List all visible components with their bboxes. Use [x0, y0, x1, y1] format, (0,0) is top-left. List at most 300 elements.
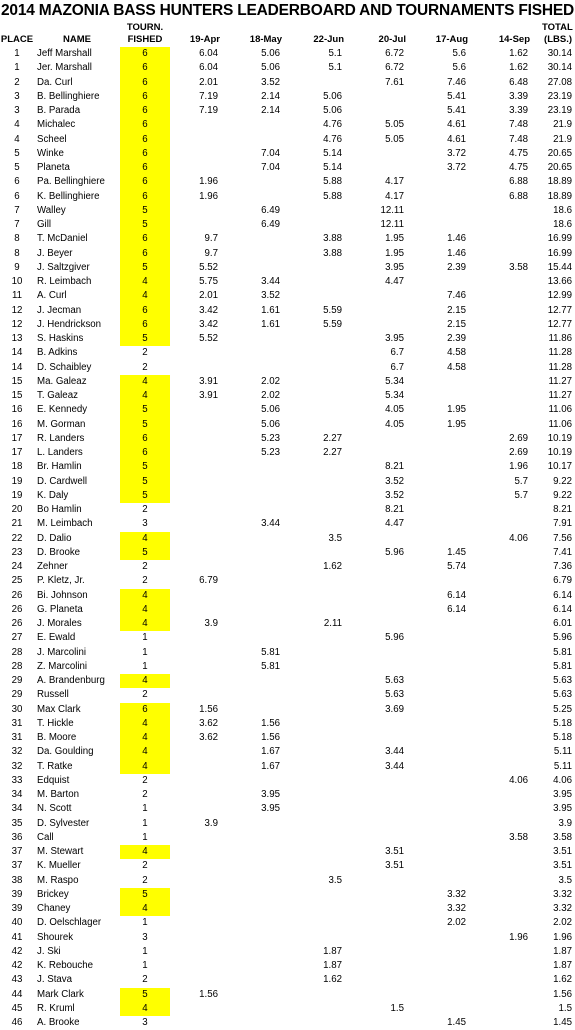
place-cell: 28: [11, 660, 23, 672]
weight-cell: [356, 432, 418, 446]
weight-cell: [356, 617, 418, 631]
tournaments-fished-cell: 1: [142, 646, 148, 658]
place-cell: 34: [11, 789, 23, 800]
table-row: [0, 674, 575, 688]
weight-cell: [480, 973, 542, 987]
tournaments-fished-cell: 1: [142, 831, 148, 843]
weight-cell: [418, 204, 480, 218]
tournaments-fished-cell: 1: [142, 817, 148, 829]
weight-cell: 5.34: [385, 390, 404, 401]
weight-cell: [170, 204, 232, 218]
name-cell: D. Brooke: [37, 546, 81, 558]
weight-cell: 4.47: [385, 276, 404, 287]
name-cell: D. Sylvester: [37, 817, 90, 829]
name-cell: M. Barton: [37, 789, 79, 800]
weight-cell: 1.56: [199, 703, 218, 715]
total-cell: 6.14: [553, 589, 572, 601]
weight-cell: 2.01: [199, 76, 218, 88]
weight-cell: [232, 916, 294, 930]
weight-cell: [418, 517, 480, 531]
weight-cell: [418, 745, 480, 759]
name-cell: Max Clark: [37, 703, 81, 715]
weight-cell: [480, 874, 542, 888]
weight-cell: [294, 817, 356, 831]
table-row: [0, 261, 575, 275]
total-cell: 21.9: [553, 119, 572, 131]
weight-cell: 1.96: [509, 461, 528, 473]
table-row: [0, 817, 575, 831]
weight-cell: 9.7: [204, 233, 218, 245]
place-cell: 24: [11, 561, 23, 572]
weight-cell: 1.87: [323, 960, 342, 971]
place-cell: 16: [11, 418, 23, 430]
weight-cell: [480, 802, 542, 816]
tournaments-fished-cell: 2: [142, 575, 148, 587]
weight-cell: [294, 460, 356, 474]
name-cell: E. Ewald: [37, 632, 76, 644]
weight-cell: 1.67: [261, 746, 280, 758]
weight-cell: 6.04: [199, 62, 218, 74]
weight-cell: [170, 902, 232, 916]
weight-cell: [294, 603, 356, 617]
table-row: [0, 175, 575, 189]
weight-cell: [418, 475, 480, 489]
weight-cell: 6.7: [390, 361, 404, 373]
total-cell: 21.9: [553, 133, 572, 145]
weight-cell: 5.63: [385, 689, 404, 701]
total-cell: 15.44: [547, 261, 572, 273]
weight-cell: [418, 631, 480, 645]
weight-cell: [170, 432, 232, 446]
table-row: [0, 916, 575, 930]
weight-cell: [480, 631, 542, 645]
weight-cell: 5.06: [323, 90, 342, 102]
tourn-fished-header: [120, 22, 170, 47]
weight-cell: [170, 560, 232, 574]
weight-cell: [418, 859, 480, 873]
weight-cell: 5.96: [385, 546, 404, 558]
weight-cell: 6.14: [447, 589, 466, 601]
weight-cell: [294, 788, 356, 802]
weight-cell: [294, 831, 356, 845]
weight-cell: 1.45: [447, 546, 466, 558]
weight-cell: 1.95: [385, 233, 404, 245]
table-row: [0, 874, 575, 888]
weight-cell: 3.9: [204, 618, 218, 629]
weight-cell: [418, 774, 480, 788]
weight-cell: [418, 703, 480, 717]
weight-cell: [480, 916, 542, 930]
weight-cell: [480, 503, 542, 517]
weight-cell: [418, 931, 480, 945]
weight-cell: [356, 959, 418, 973]
place-cell: 4: [14, 133, 20, 145]
weight-cell: 1.56: [261, 717, 280, 729]
table-row: [0, 688, 575, 702]
table-row: [0, 717, 575, 731]
weight-cell: [418, 731, 480, 745]
weight-cell: [480, 703, 542, 717]
weight-cell: [480, 788, 542, 802]
weight-cell: [480, 232, 542, 246]
name-cell: K. Mueller: [37, 860, 81, 872]
weight-cell: 1.62: [509, 48, 528, 59]
total-cell: 10.19: [547, 447, 572, 458]
table-row: [0, 945, 575, 959]
tournaments-fished-cell: 4: [120, 760, 170, 774]
weight-cell: [480, 959, 542, 973]
weight-cell: [480, 817, 542, 831]
weight-cell: [418, 760, 480, 774]
weight-cell: 6.04: [199, 48, 218, 59]
weight-cell: [294, 589, 356, 603]
table-row: [0, 774, 575, 788]
place-cell: 35: [11, 817, 23, 829]
weight-cell: [170, 147, 232, 161]
table-row: [0, 959, 575, 973]
weight-cell: [480, 218, 542, 232]
table-row: [0, 275, 575, 289]
weight-cell: [170, 346, 232, 360]
weight-cell: [480, 517, 542, 531]
weight-cell: [170, 532, 232, 546]
table-row: [0, 47, 575, 61]
total-cell: 3.5: [558, 874, 572, 886]
name-cell: Edquist: [37, 774, 70, 786]
weight-cell: 5.41: [447, 90, 466, 102]
weight-cell: [232, 503, 294, 517]
weight-cell: 1.67: [261, 760, 280, 772]
date-header-1: 19-Apr: [189, 34, 220, 45]
total-cell: 3.58: [553, 831, 572, 843]
weight-cell: [232, 874, 294, 888]
weight-cell: [356, 874, 418, 888]
weight-cell: [170, 646, 232, 660]
weight-cell: 3.58: [509, 831, 528, 843]
weight-cell: [232, 489, 294, 503]
weight-cell: 6.49: [261, 204, 280, 216]
name-cell: Ma. Galeaz: [37, 375, 87, 387]
table-row: [0, 318, 575, 332]
weight-cell: [232, 973, 294, 987]
weight-cell: [232, 959, 294, 973]
weight-cell: [170, 503, 232, 517]
weight-cell: [480, 717, 542, 731]
weight-cell: [232, 931, 294, 945]
weight-cell: [232, 560, 294, 574]
place-cell: 4: [14, 119, 20, 131]
weight-cell: 3.39: [509, 105, 528, 116]
date-header-5: 17-Aug: [435, 34, 468, 45]
place-cell: 42: [11, 960, 23, 971]
weight-cell: 5.75: [199, 276, 218, 287]
name-cell: E. Kennedy: [37, 404, 88, 416]
total-cell: 18.6: [553, 219, 572, 230]
weight-cell: [418, 489, 480, 503]
total-cell: 12.77: [547, 304, 572, 316]
total-cell: 23.19: [547, 90, 572, 102]
weight-cell: [294, 703, 356, 717]
weight-cell: 3.52: [261, 76, 280, 88]
weight-cell: 5.06: [261, 62, 280, 74]
total-cell: 6.14: [553, 603, 572, 615]
tourn-fished-header-line2: FISHED: [127, 34, 163, 45]
weight-cell: 2.69: [509, 432, 528, 444]
weight-cell: 3.88: [323, 233, 342, 245]
total-cell: 12.77: [547, 318, 572, 330]
weight-cell: 3.39: [509, 90, 528, 102]
weight-cell: 5.1: [328, 48, 342, 59]
weight-cell: [294, 275, 356, 289]
place-cell: 19: [11, 489, 23, 501]
total-cell: 5.18: [553, 717, 572, 729]
table-row: [0, 973, 575, 987]
weight-cell: 7.46: [447, 290, 466, 302]
total-cell: 11.28: [548, 347, 572, 359]
weight-cell: 5.59: [323, 304, 342, 316]
weight-cell: [356, 817, 418, 831]
weight-cell: [170, 802, 232, 816]
weight-cell: [418, 646, 480, 660]
tournaments-fished-cell: 4: [120, 717, 170, 731]
weight-cell: [232, 945, 294, 959]
weight-cell: [356, 589, 418, 603]
weight-cell: [480, 304, 542, 318]
weight-cell: 3.52: [261, 290, 280, 302]
total-header-line2: (LBS.): [544, 34, 572, 45]
weight-cell: [232, 617, 294, 631]
name-cell: Russell: [37, 689, 69, 701]
tournaments-fished-cell: 1: [142, 660, 148, 672]
weight-cell: [418, 845, 480, 859]
weight-cell: 4.76: [323, 133, 342, 145]
weight-cell: 2.27: [323, 447, 342, 458]
name-cell: S. Haskins: [37, 333, 84, 344]
tournaments-fished-cell: 5: [120, 489, 170, 503]
name-cell: D. Cardwell: [37, 475, 88, 487]
weight-cell: [418, 802, 480, 816]
name-cell: T. Hickle: [37, 717, 74, 729]
tournaments-fished-cell: 6: [120, 61, 170, 75]
weight-cell: [170, 460, 232, 474]
place-cell: 18: [11, 461, 23, 473]
place-cell: 31: [11, 717, 23, 729]
tournaments-fished-cell: 4: [120, 617, 170, 631]
weight-cell: [418, 375, 480, 389]
weight-cell: 4.61: [447, 119, 466, 131]
weight-cell: [356, 1016, 418, 1030]
table-row: [0, 731, 575, 745]
weight-cell: 5.34: [385, 375, 404, 387]
place-cell: 19: [11, 475, 23, 487]
weight-cell: 4.17: [385, 176, 404, 188]
table-row: [0, 631, 575, 645]
weight-cell: 5.81: [261, 646, 280, 658]
weight-cell: 3.95: [385, 333, 404, 344]
weight-cell: [480, 589, 542, 603]
weight-cell: 1.46: [447, 233, 466, 245]
tournaments-fished-cell: 2: [142, 504, 148, 515]
table-row: [0, 617, 575, 631]
tournaments-fished-cell: 4: [120, 589, 170, 603]
tournaments-fished-cell: 6: [120, 90, 170, 104]
total-cell: 7.41: [553, 546, 572, 558]
weight-cell: [294, 1002, 356, 1016]
name-cell: J. Hendrickson: [37, 318, 102, 330]
place-cell: 8: [14, 247, 20, 259]
weight-cell: 1.45: [447, 1017, 466, 1028]
table-row: [0, 418, 575, 432]
weight-cell: [356, 318, 418, 332]
weight-cell: 3.91: [199, 375, 218, 387]
name-cell: J. Beyer: [37, 247, 73, 259]
weight-cell: [170, 361, 232, 375]
table-row: [0, 346, 575, 360]
weight-cell: 5.6: [452, 62, 466, 74]
weight-cell: 4.76: [323, 119, 342, 131]
weight-cell: [232, 574, 294, 588]
weight-cell: [294, 731, 356, 745]
total-cell: 5.63: [553, 675, 572, 686]
name-cell: T. McDaniel: [37, 233, 88, 245]
weight-cell: [170, 945, 232, 959]
name-cell: J. Jecman: [37, 304, 82, 316]
place-cell: 42: [11, 945, 23, 957]
weight-cell: [418, 674, 480, 688]
weight-cell: [480, 560, 542, 574]
place-cell: 12: [11, 318, 23, 330]
table-row: [0, 389, 575, 403]
total-cell: 5.18: [553, 732, 572, 743]
weight-cell: [480, 660, 542, 674]
weight-cell: 5.59: [323, 318, 342, 330]
weight-cell: [170, 831, 232, 845]
total-cell: 20.65: [547, 147, 572, 159]
weight-cell: [232, 118, 294, 132]
total-cell: 27.08: [547, 76, 572, 88]
place-cell: 5: [14, 162, 20, 173]
total-cell: 3.95: [553, 803, 572, 815]
weight-cell: [170, 546, 232, 560]
leaderboard-table: [0, 22, 575, 1030]
weight-cell: 3.5: [328, 874, 342, 886]
weight-cell: [418, 945, 480, 959]
weight-cell: [294, 332, 356, 346]
weight-cell: [356, 560, 418, 574]
table-row: [0, 361, 575, 375]
weight-cell: 8.21: [385, 461, 404, 473]
weight-cell: 5.14: [323, 162, 342, 173]
weight-cell: 5.88: [323, 190, 342, 202]
weight-cell: [356, 574, 418, 588]
weight-cell: [480, 204, 542, 218]
name-cell: Call: [37, 831, 54, 843]
place-cell: 46: [11, 1017, 23, 1028]
table-row: [0, 560, 575, 574]
tournaments-fished-cell: 1: [142, 803, 148, 815]
weight-cell: [232, 190, 294, 204]
weight-cell: [356, 161, 418, 175]
weight-cell: [170, 760, 232, 774]
table-row: [0, 161, 575, 175]
weight-cell: 3.52: [385, 475, 404, 487]
weight-cell: [170, 774, 232, 788]
weight-cell: 5.23: [261, 432, 280, 444]
weight-cell: [418, 874, 480, 888]
weight-cell: 8.21: [385, 504, 404, 515]
table-row: [0, 489, 575, 503]
weight-cell: 6.88: [509, 176, 528, 188]
total-cell: 16.99: [547, 247, 572, 259]
place-cell: 32: [11, 746, 23, 758]
name-cell: Planeta: [37, 162, 70, 173]
weight-cell: [170, 1002, 232, 1016]
weight-cell: [294, 774, 356, 788]
tournaments-fished-cell: 5: [120, 475, 170, 489]
total-cell: 11.27: [548, 375, 572, 387]
total-cell: 1.96: [553, 931, 572, 943]
weight-cell: [480, 318, 542, 332]
weight-cell: [294, 988, 356, 1002]
weight-cell: 5.7: [514, 489, 528, 501]
weight-cell: [480, 745, 542, 759]
tournaments-fished-cell: 2: [142, 860, 148, 872]
weight-cell: [170, 845, 232, 859]
weight-cell: [170, 874, 232, 888]
tournaments-fished-cell: 2: [142, 789, 148, 800]
weight-cell: 4.06: [509, 532, 528, 544]
total-cell: 3.32: [553, 903, 572, 914]
name-cell: Shourek: [37, 931, 74, 943]
weight-cell: [418, 688, 480, 702]
place-cell: 27: [11, 632, 23, 644]
weight-cell: [232, 902, 294, 916]
weight-cell: [232, 988, 294, 1002]
date-header-3: 22-Jun: [313, 34, 344, 45]
weight-cell: [170, 161, 232, 175]
weight-cell: [294, 688, 356, 702]
weight-cell: 1.5: [390, 1002, 404, 1014]
weight-cell: [418, 175, 480, 189]
name-cell: D. Oelschlager: [37, 917, 102, 929]
place-cell: 26: [11, 618, 23, 629]
total-cell: 9.22: [553, 489, 572, 501]
weight-cell: 5.06: [323, 105, 342, 116]
place-cell: 8: [14, 233, 20, 245]
weight-cell: [232, 361, 294, 375]
weight-cell: [294, 489, 356, 503]
weight-cell: [418, 660, 480, 674]
tournaments-fished-cell: 3: [142, 1017, 148, 1028]
table-row: [0, 90, 575, 104]
tournaments-fished-cell: 6: [120, 304, 170, 318]
tournaments-fished-cell: 6: [120, 703, 170, 717]
weight-cell: 4.58: [447, 347, 466, 359]
weight-cell: [294, 845, 356, 859]
weight-cell: 7.19: [199, 105, 218, 116]
total-cell: 10.19: [547, 432, 572, 444]
tournaments-fished-cell: 6: [120, 190, 170, 204]
place-cell: 33: [11, 774, 23, 786]
tournaments-fished-cell: 2: [142, 689, 148, 701]
name-cell: A. Brooke: [37, 1017, 80, 1028]
weight-cell: 4.05: [385, 404, 404, 416]
weight-cell: [480, 289, 542, 303]
weight-cell: 1.62: [509, 62, 528, 74]
weight-cell: [294, 475, 356, 489]
total-cell: 1.87: [553, 945, 572, 957]
weight-cell: [294, 859, 356, 873]
